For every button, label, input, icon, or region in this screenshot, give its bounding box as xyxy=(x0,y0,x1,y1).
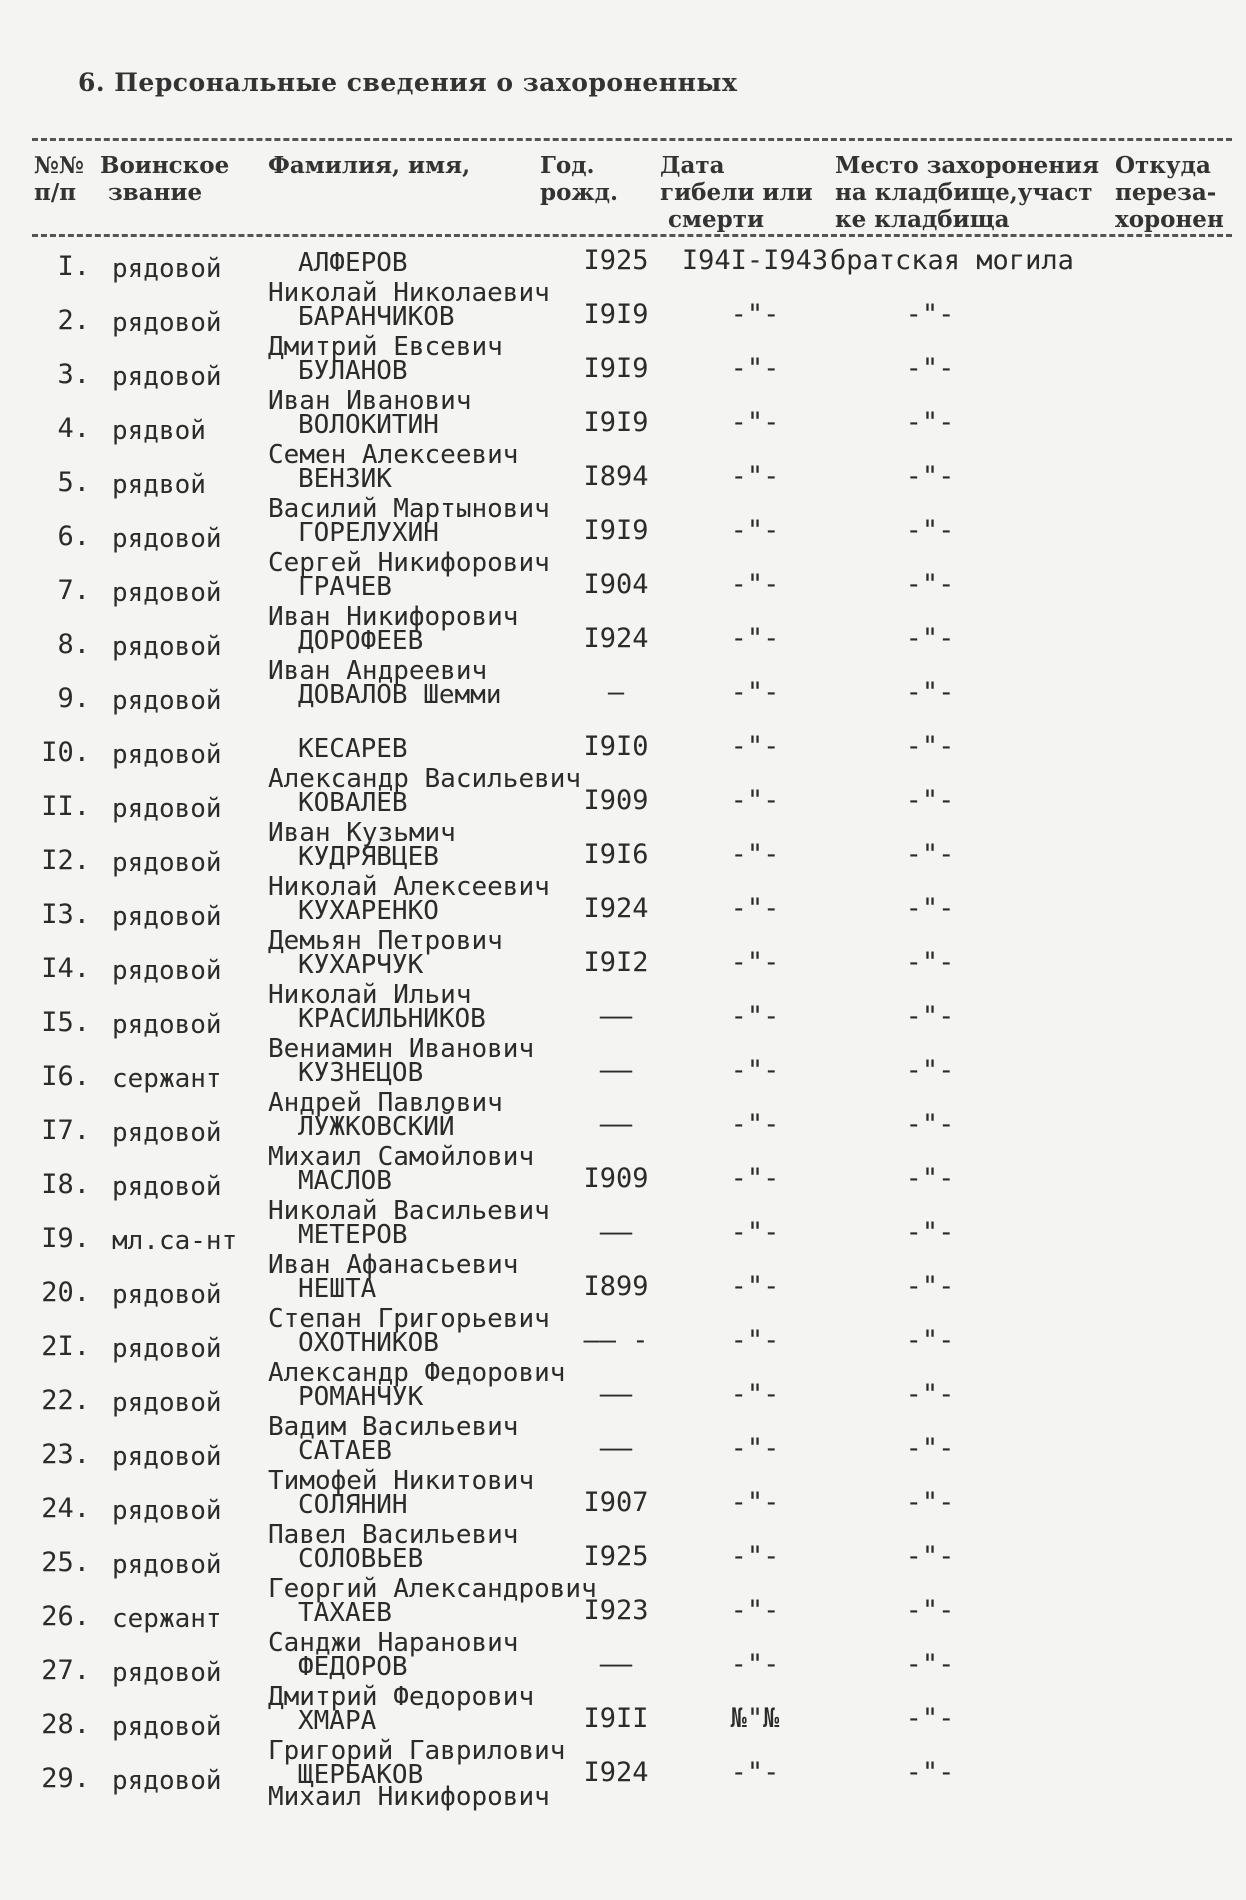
header-num: №№ п/п xyxy=(34,152,84,206)
row-death-date: -"- xyxy=(730,569,780,600)
row-number: 3. xyxy=(57,359,90,390)
row-number: I9. xyxy=(41,1223,90,1254)
row-surname: СОЛЯНИН xyxy=(298,1490,408,1520)
row-burial-place: -"- xyxy=(905,515,955,546)
row-death-date: -"- xyxy=(730,1109,780,1140)
row-surname: КРАСИЛЬНИКОВ xyxy=(298,1004,486,1034)
row-birth-year: I904 xyxy=(583,569,649,600)
row-birth-year: —— xyxy=(599,1217,633,1248)
row-surname: ЛУЖКОВСКИЙ xyxy=(298,1112,455,1142)
row-birth-year: I924 xyxy=(583,1757,649,1788)
row-burial-place: -"- xyxy=(905,893,955,924)
row-rank: рядовой xyxy=(112,578,222,608)
row-surname: КУДРЯВЦЕВ xyxy=(298,842,439,872)
row-death-date: -"- xyxy=(730,515,780,546)
row-death-date: -"- xyxy=(730,1379,780,1410)
row-death-date: I94I-I943 xyxy=(681,245,829,276)
table-row xyxy=(0,1520,1246,1598)
table-row xyxy=(0,1088,1246,1166)
row-previous-first-name: Иван Никифорович xyxy=(268,602,519,632)
row-rank: рядовой xyxy=(112,362,222,392)
row-number: 2I. xyxy=(41,1331,90,1362)
row-surname: ДОВАЛОВ Шемми xyxy=(298,680,502,710)
row-surname: ХМАРА xyxy=(298,1706,377,1736)
row-number: 23. xyxy=(41,1439,90,1470)
row-previous-first-name: Василий Мартынович xyxy=(268,494,550,524)
row-number: II. xyxy=(41,791,90,822)
row-previous-first-name: Санджи Наранович xyxy=(268,1628,519,1658)
row-rank: рядовой xyxy=(112,1118,222,1148)
row-previous-first-name: Николай Васильевич xyxy=(268,1196,550,1226)
row-birth-year: I9I9 xyxy=(583,407,649,438)
row-rank: рядовой xyxy=(112,848,222,878)
row-burial-place: -"- xyxy=(905,677,955,708)
table-row xyxy=(0,548,1246,626)
row-rank: рядовой xyxy=(112,686,222,716)
row-previous-first-name: Георгий Александрович xyxy=(268,1574,597,1604)
table-row xyxy=(0,872,1246,950)
row-rank: рядовой xyxy=(112,1658,222,1688)
row-death-date: №"№ xyxy=(730,1703,780,1734)
row-number: 6. xyxy=(57,521,90,552)
table-row xyxy=(0,1142,1246,1220)
row-rank: рядовой xyxy=(112,254,222,284)
row-death-date: -"- xyxy=(730,353,780,384)
row-burial-place: -"- xyxy=(905,1433,955,1464)
row-previous-first-name: Александр Васильевич xyxy=(268,764,582,794)
row-rank: сержант xyxy=(112,1604,222,1634)
row-surname: МАСЛОВ xyxy=(298,1166,392,1196)
table-row xyxy=(0,1304,1246,1382)
row-rank: рядовой xyxy=(112,1766,222,1796)
row-birth-year: —— xyxy=(599,1379,633,1410)
row-rank: рядвой xyxy=(112,470,206,500)
row-death-date: -"- xyxy=(730,299,780,330)
table-row xyxy=(0,1466,1246,1544)
table-row xyxy=(0,731,1246,788)
row-surname: ГРАЧЕВ xyxy=(298,572,392,602)
row-previous-first-name: Иван Андреевич xyxy=(268,656,488,686)
row-birth-year: I923 xyxy=(583,1595,649,1626)
header-rank: Воинское звание xyxy=(100,152,230,206)
table-row xyxy=(0,818,1246,896)
row-birth-year: —— xyxy=(599,1001,633,1032)
row-rank: рядовой xyxy=(112,794,222,824)
row-rank: рядовой xyxy=(112,1496,222,1526)
row-birth-year: I9I2 xyxy=(583,947,649,978)
row-previous-first-name: Николай Николаевич xyxy=(268,278,550,308)
row-rank: рядовой xyxy=(112,1550,222,1580)
row-birth-year: I9I9 xyxy=(583,515,649,546)
row-rank: рядовой xyxy=(112,524,222,554)
row-rank: рядовой xyxy=(112,1442,222,1472)
row-previous-first-name: Иван Кузьмич xyxy=(268,818,456,848)
row-birth-year: I924 xyxy=(583,623,649,654)
table-row xyxy=(0,494,1246,572)
row-previous-first-name: Сергей Никифорович xyxy=(268,548,550,578)
row-death-date: -"- xyxy=(730,1595,780,1626)
row-death-date: -"- xyxy=(730,407,780,438)
row-death-date: -"- xyxy=(730,1433,780,1464)
row-number: 25. xyxy=(41,1547,90,1578)
row-death-date: -"- xyxy=(730,731,780,762)
row-birth-year: I9I6 xyxy=(583,839,649,870)
header-name: Фамилия, имя, xyxy=(268,152,471,179)
table-row xyxy=(0,278,1246,356)
table-row xyxy=(0,1358,1246,1436)
row-death-date: -"- xyxy=(730,785,780,816)
row-burial-place: -"- xyxy=(905,353,955,384)
row-birth-year: I899 xyxy=(583,1271,649,1302)
row-death-date: -"- xyxy=(730,623,780,654)
row-surname: ДОРОФЕЕВ xyxy=(298,626,424,656)
row-death-date: -"- xyxy=(730,1757,780,1788)
row-number: I8. xyxy=(41,1169,90,1200)
row-burial-place: -"- xyxy=(905,785,955,816)
row-number: 24. xyxy=(41,1493,90,1524)
row-number: 27. xyxy=(41,1655,90,1686)
row-previous-first-name: Вениамин Иванович xyxy=(268,1034,535,1064)
header-date: Дата гибели или смерти xyxy=(660,152,813,233)
row-number: 22. xyxy=(41,1385,90,1416)
table-row xyxy=(0,1628,1246,1706)
row-number: 7. xyxy=(57,575,90,606)
row-previous-first-name: Иван Афанасьевич xyxy=(268,1250,519,1280)
row-surname: ГОРЕЛУХИН xyxy=(298,518,439,548)
row-surname: ВЕНЗИК xyxy=(298,464,392,494)
row-burial-place: -"- xyxy=(905,461,955,492)
row-burial-place: -"- xyxy=(905,1163,955,1194)
row-surname: КОВАЛЕВ xyxy=(298,788,408,818)
row-burial-place: -"- xyxy=(905,731,955,762)
row-rank: рядвой xyxy=(112,416,206,446)
row-rank: рядовой xyxy=(112,632,222,662)
last-first-name: Михаил Никифорович xyxy=(268,1782,550,1812)
row-number: I3. xyxy=(41,899,90,930)
row-number: I0. xyxy=(41,737,90,768)
row-burial-place: -"- xyxy=(905,947,955,978)
header-place: Место захоронения на кладбище,участ ке кладбища xyxy=(835,152,1100,233)
row-death-date: -"- xyxy=(730,1055,780,1086)
row-birth-year: —— - xyxy=(583,1325,649,1356)
row-previous-first-name: Семен Алексеевич xyxy=(268,440,519,470)
table-row xyxy=(0,656,1246,734)
row-burial-place: -"- xyxy=(905,623,955,654)
table-top-rule xyxy=(32,138,1232,141)
row-previous-first-name: Иван Иванович xyxy=(268,386,472,416)
row-burial-place: -"- xyxy=(905,1703,955,1734)
row-surname: КУХАРЕНКО xyxy=(298,896,439,926)
row-rank: рядовой xyxy=(112,308,222,338)
table-row xyxy=(0,764,1246,842)
row-number: 20. xyxy=(41,1277,90,1308)
row-death-date: -"- xyxy=(730,1649,780,1680)
row-previous-first-name: Григорий Гаврилович xyxy=(268,1736,566,1766)
table-row xyxy=(0,440,1246,518)
row-birth-year: I909 xyxy=(583,785,649,816)
row-burial-place: братская могила xyxy=(830,245,1074,276)
table-header-rule xyxy=(32,234,1232,237)
row-number: I7. xyxy=(41,1115,90,1146)
row-death-date: -"- xyxy=(730,1271,780,1302)
row-surname: КУХАРЧУК xyxy=(298,950,424,980)
row-birth-year: —— xyxy=(599,1055,633,1086)
row-previous-first-name: Демьян Петрович xyxy=(268,926,503,956)
row-birth-year: I924 xyxy=(583,893,649,924)
table-row xyxy=(0,245,1246,302)
row-birth-year: I925 xyxy=(583,1541,649,1572)
row-birth-year: I925 xyxy=(583,245,649,276)
row-surname: РОМАНЧУК xyxy=(298,1382,424,1412)
row-number: I4. xyxy=(41,953,90,984)
section-title: 6. Персональные сведения о захороненных xyxy=(78,68,738,97)
row-previous-first-name: Михаил Самойлович xyxy=(268,1142,535,1172)
row-rank: рядовой xyxy=(112,1334,222,1364)
row-surname: ФЕДОРОВ xyxy=(298,1652,408,1682)
header-year: Год. рожд. xyxy=(540,152,618,206)
row-death-date: -"- xyxy=(730,461,780,492)
row-previous-first-name: Александр Федорович xyxy=(268,1358,566,1388)
row-number: 4. xyxy=(57,413,90,444)
table-row xyxy=(0,1196,1246,1274)
row-rank: рядовой xyxy=(112,902,222,932)
table-row xyxy=(0,332,1246,410)
row-death-date: -"- xyxy=(730,839,780,870)
row-birth-year: I9I9 xyxy=(583,353,649,384)
row-burial-place: -"- xyxy=(905,569,955,600)
row-number: 9. xyxy=(57,683,90,714)
row-rank: рядовой xyxy=(112,956,222,986)
row-previous-first-name: Дмитрий Евсевич xyxy=(268,332,503,362)
row-burial-place: -"- xyxy=(905,299,955,330)
row-number: I2. xyxy=(41,845,90,876)
row-death-date: -"- xyxy=(730,1487,780,1518)
row-rank: сержант xyxy=(112,1064,222,1094)
row-previous-first-name: Тимофей Никитович xyxy=(268,1466,535,1496)
row-burial-place: -"- xyxy=(905,407,955,438)
row-burial-place: -"- xyxy=(905,1217,955,1248)
table-row xyxy=(0,1034,1246,1112)
table-row xyxy=(0,386,1246,464)
table-row xyxy=(0,1682,1246,1760)
row-number: I6. xyxy=(41,1061,90,1092)
row-death-date: -"- xyxy=(730,947,780,978)
row-birth-year: —— xyxy=(599,1649,633,1680)
table-row xyxy=(0,1250,1246,1328)
row-surname: СОЛОВЬЕВ xyxy=(298,1544,424,1574)
row-burial-place: -"- xyxy=(905,1001,955,1032)
row-surname: КУЗНЕЦОВ xyxy=(298,1058,424,1088)
row-rank: рядовой xyxy=(112,1712,222,1742)
row-previous-first-name: Николай Алексеевич xyxy=(268,872,550,902)
row-surname: АЛФЕРОВ xyxy=(298,248,408,278)
table-row xyxy=(0,1412,1246,1490)
row-surname: БУЛАНОВ xyxy=(298,356,408,386)
row-death-date: -"- xyxy=(730,1541,780,1572)
row-birth-year: —— xyxy=(599,1433,633,1464)
row-birth-year: — xyxy=(607,677,625,708)
row-previous-first-name: Вадим Васильевич xyxy=(268,1412,519,1442)
row-burial-place: -"- xyxy=(905,1757,955,1788)
row-burial-place: -"- xyxy=(905,1055,955,1086)
row-surname: МЕТЕРОВ xyxy=(298,1220,408,1250)
row-previous-first-name: Андрей Павлович xyxy=(268,1088,503,1118)
row-death-date: -"- xyxy=(730,1163,780,1194)
table-row xyxy=(0,1736,1246,1814)
row-number: I5. xyxy=(41,1007,90,1038)
row-rank: мл.са-нт xyxy=(112,1226,238,1256)
row-surname: ЩЕРБАКОВ xyxy=(298,1760,424,1790)
row-previous-first-name: Степан Григорьевич xyxy=(268,1304,550,1334)
row-previous-first-name: Николай Ильич xyxy=(268,980,472,1010)
row-number: 8. xyxy=(57,629,90,660)
row-birth-year: I909 xyxy=(583,1163,649,1194)
row-surname: НЕШТА xyxy=(298,1274,377,1304)
row-birth-year: I9II xyxy=(583,1703,649,1734)
row-death-date: -"- xyxy=(730,677,780,708)
row-burial-place: -"- xyxy=(905,839,955,870)
row-burial-place: -"- xyxy=(905,1487,955,1518)
row-number: 26. xyxy=(41,1601,90,1632)
row-number: 28. xyxy=(41,1709,90,1740)
row-surname: ТАХАЕВ xyxy=(298,1598,392,1628)
row-death-date: -"- xyxy=(730,893,780,924)
row-number: I. xyxy=(57,251,90,282)
row-number: 2. xyxy=(57,305,90,336)
row-burial-place: -"- xyxy=(905,1541,955,1572)
header-origin: Откуда переза- хоронен xyxy=(1115,152,1224,233)
row-birth-year: I9I9 xyxy=(583,299,649,330)
row-previous-first-name: Дмитрий Федорович xyxy=(268,1682,535,1712)
row-number: 5. xyxy=(57,467,90,498)
row-previous-first-name: Павел Васильевич xyxy=(268,1520,519,1550)
row-birth-year: —— xyxy=(599,1109,633,1140)
row-surname: БАРАНЧИКОВ xyxy=(298,302,455,332)
row-birth-year: I9I0 xyxy=(583,731,649,762)
row-birth-year: I894 xyxy=(583,461,649,492)
row-surname: ОХОТНИКОВ xyxy=(298,1328,439,1358)
table-row xyxy=(0,980,1246,1058)
row-rank: рядовой xyxy=(112,1280,222,1310)
row-rank: рядовой xyxy=(112,1010,222,1040)
row-burial-place: -"- xyxy=(905,1379,955,1410)
row-rank: рядовой xyxy=(112,1388,222,1418)
row-rank: рядовой xyxy=(112,1172,222,1202)
row-birth-year: I907 xyxy=(583,1487,649,1518)
table-row xyxy=(0,602,1246,680)
row-burial-place: -"- xyxy=(905,1271,955,1302)
row-death-date: -"- xyxy=(730,1001,780,1032)
row-burial-place: -"- xyxy=(905,1595,955,1626)
row-burial-place: -"- xyxy=(905,1325,955,1356)
table-row xyxy=(0,1574,1246,1652)
row-death-date: -"- xyxy=(730,1217,780,1248)
row-surname: САТАЕВ xyxy=(298,1436,392,1466)
row-burial-place: -"- xyxy=(905,1109,955,1140)
table-row xyxy=(0,926,1246,1004)
row-burial-place: -"- xyxy=(905,1649,955,1680)
row-death-date: -"- xyxy=(730,1325,780,1356)
row-number: 29. xyxy=(41,1763,90,1794)
row-rank: рядовой xyxy=(112,740,222,770)
row-surname: ВОЛОКИТИН xyxy=(298,410,439,440)
row-surname: КЕСАРЕВ xyxy=(298,734,408,764)
